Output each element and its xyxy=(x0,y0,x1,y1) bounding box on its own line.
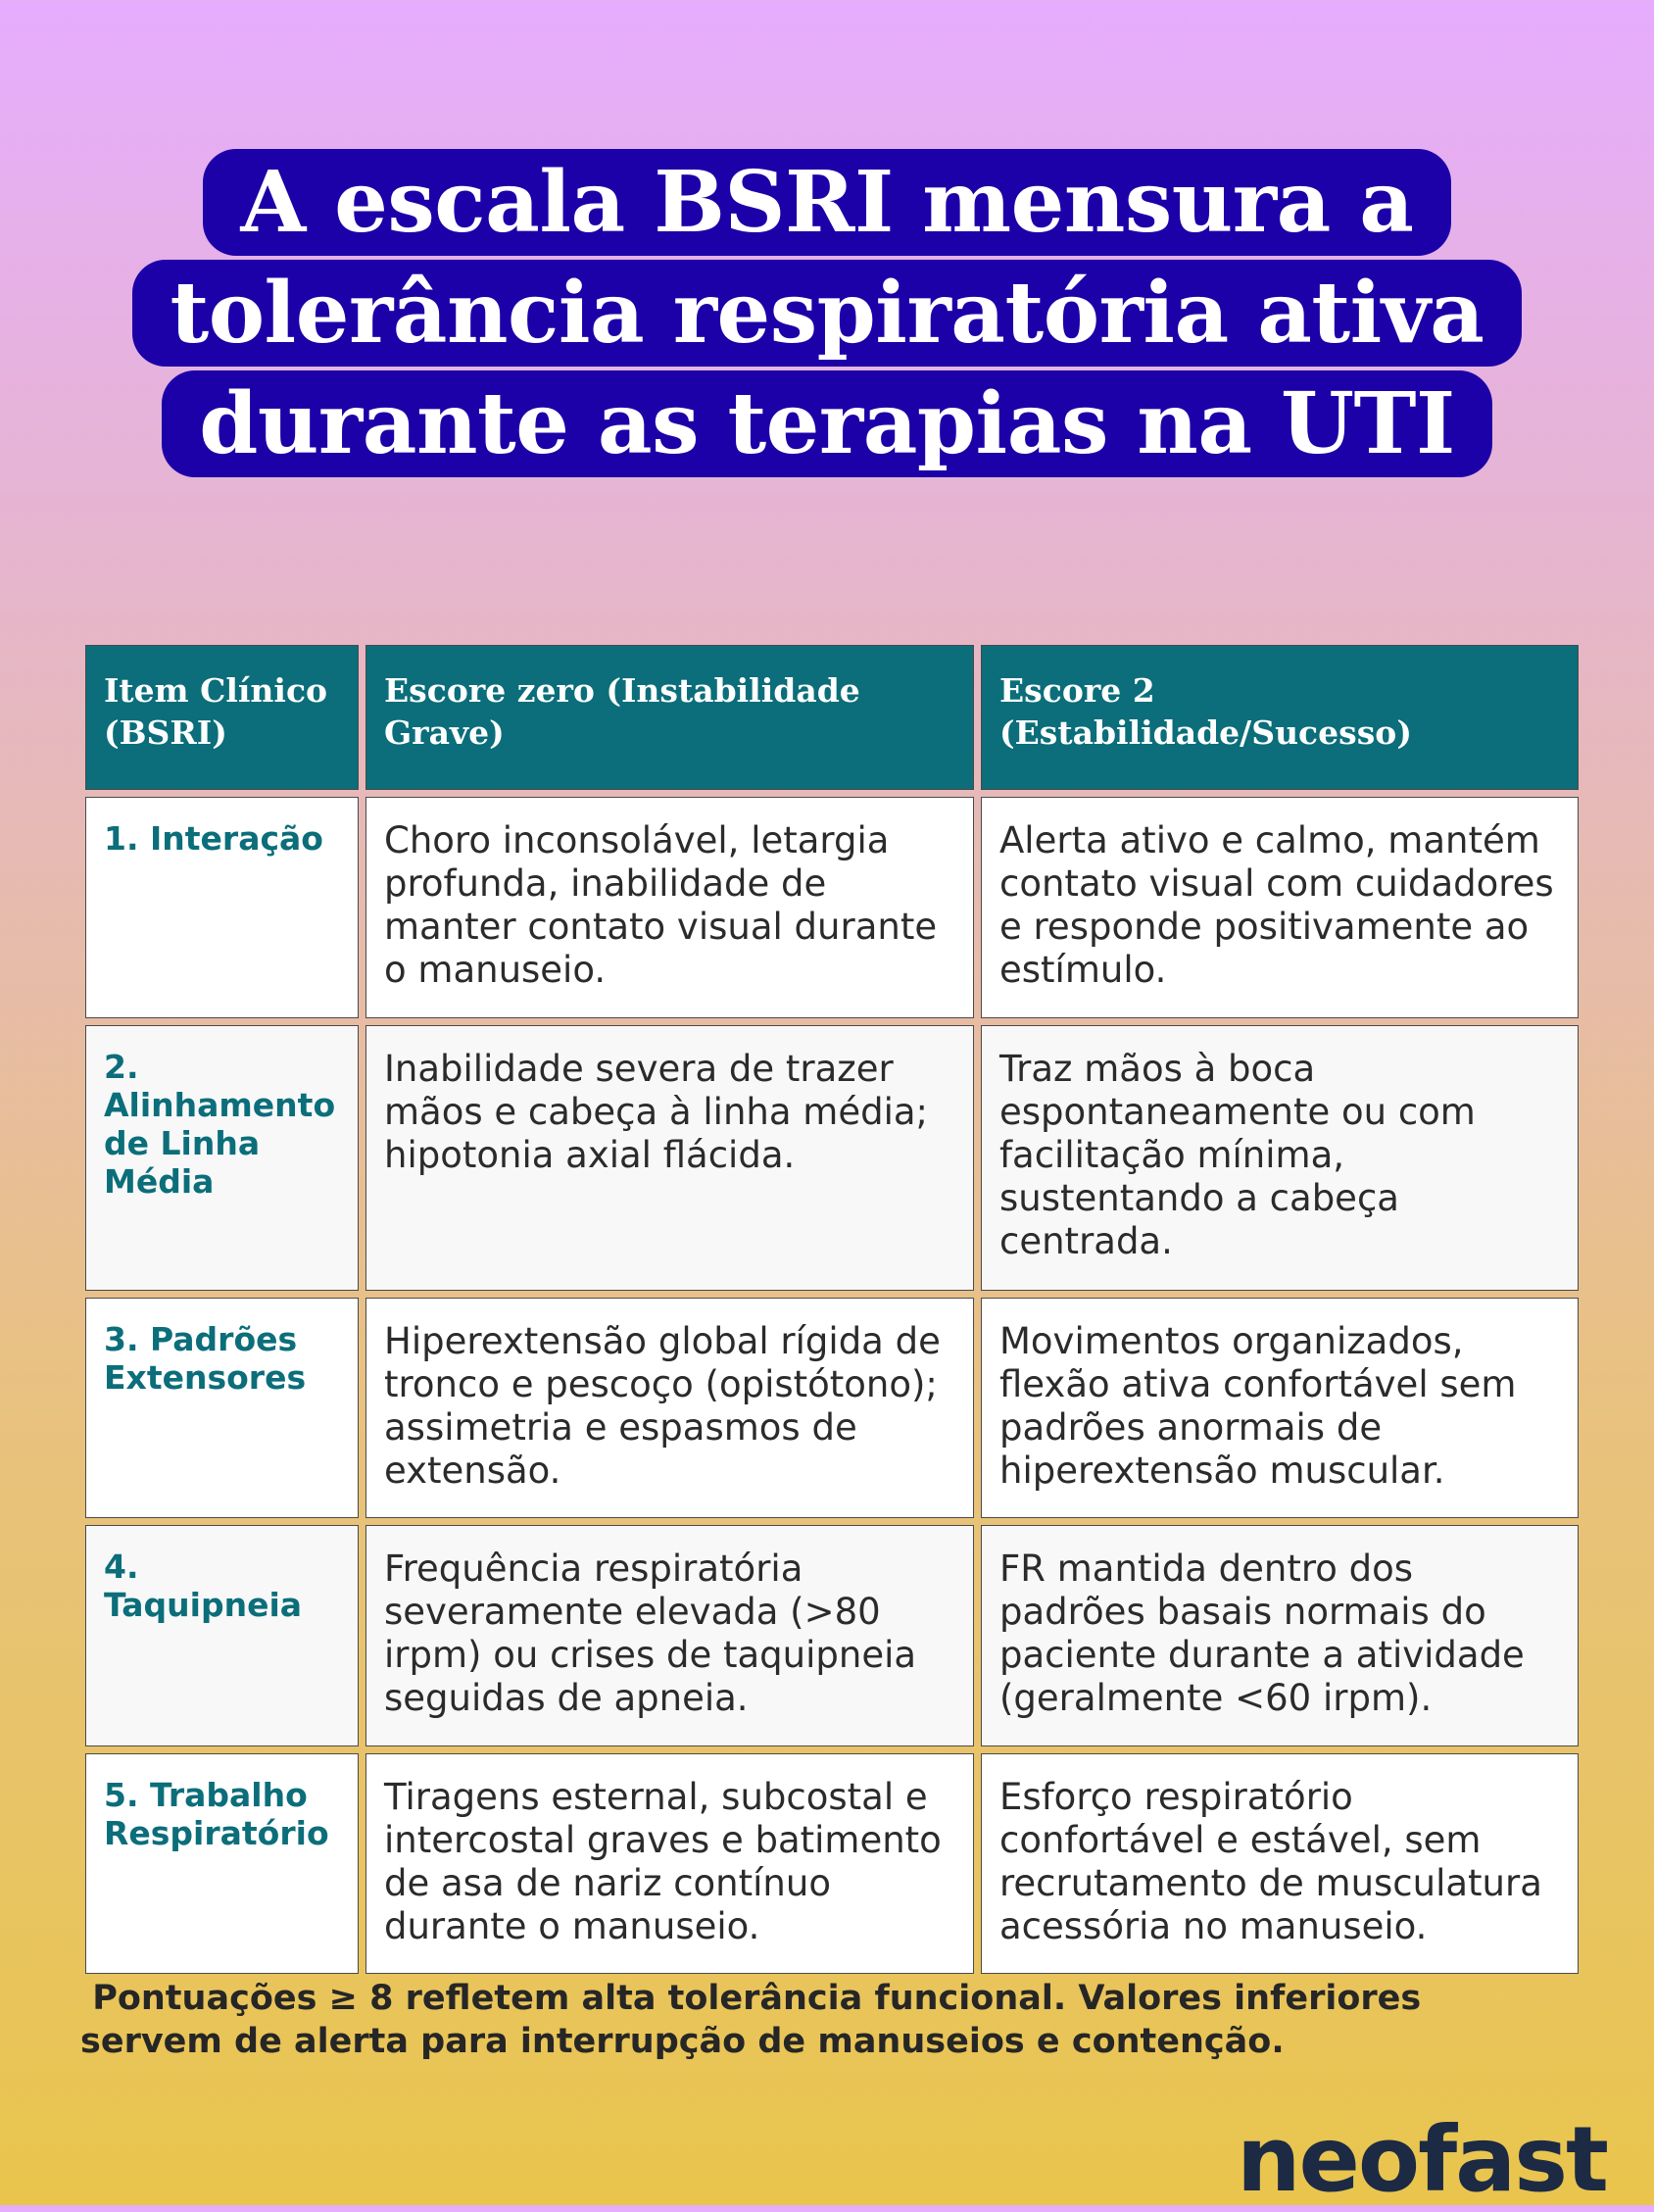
table-row xyxy=(85,1298,1579,1518)
row-score-zero: Tiragens esternal, subcostal e intercostal graves e batimento de asa de nariz contínuo durante o manuseio. xyxy=(365,1753,974,1974)
row-item: 4. Taquipneia xyxy=(85,1525,359,1746)
header-item: Item Clínico (BSRI) xyxy=(85,645,359,790)
table-row xyxy=(85,797,1579,1018)
table-row xyxy=(85,1753,1579,1974)
row-score-two: Alerta ativo e calmo, mantém contato visual com cuidadores e responde positivamente ao estímulo. xyxy=(981,797,1579,1018)
row-score-two: Esforço respiratório confortável e estável, sem recrutamento de musculatura acessória no manuseio. xyxy=(981,1753,1579,1974)
title-banner xyxy=(0,147,1654,479)
row-score-two: Movimentos organizados, flexão ativa confortável sem padrões anormais de hiperextensão muscular. xyxy=(981,1298,1579,1518)
table-header-row xyxy=(85,645,1579,790)
header-score-two: Escore 2 (Estabilidade/Sucesso) xyxy=(981,645,1579,790)
row-item: 5. Trabalho Respiratório xyxy=(85,1753,359,1974)
header-score-zero: Escore zero (Instabilidade Grave) xyxy=(365,645,974,790)
row-score-zero: Frequência respiratória severamente elevada (>80 irpm) ou crises de taquipneia seguidas de apneia. xyxy=(365,1525,974,1746)
row-item: 3. Padrões Extensores xyxy=(85,1298,359,1518)
footnote: Pontuações ≥ 8 refletem alta tolerância funcional. Valores inferiores servem de alerta para interrupção de manuseios e contenção. xyxy=(80,1979,1434,2061)
row-score-zero: Choro inconsolável, letargia profunda, inabilidade de manter contato visual durante o manuseio. xyxy=(365,797,974,1018)
neofast-logo: neofast xyxy=(1237,2107,1607,2212)
row-item: 1. Interação xyxy=(85,797,359,1018)
row-score-two: FR mantida dentro dos padrões basais normais do paciente durante a atividade (geralmente <60 irpm). xyxy=(981,1525,1579,1746)
row-score-zero: Hiperextensão global rígida de tronco e pescoço (opistótono); assimetria e espasmos de extensão. xyxy=(365,1298,974,1518)
row-item: 2. Alinhamento de Linha Média xyxy=(85,1025,359,1291)
bsri-table xyxy=(78,638,1585,1981)
row-score-two: Traz mãos à boca espontaneamente ou com facilitação mínima, sustentando a cabeça centrada. xyxy=(981,1025,1579,1291)
row-score-zero: Inabilidade severa de trazer mãos e cabeça à linha média; hipotonia axial flácida. xyxy=(365,1025,974,1291)
table-row xyxy=(85,1525,1579,1746)
page-title: A escala BSRI mensura a tolerância respiratória ativa durante as terapias na UTI xyxy=(132,149,1521,477)
table-row xyxy=(85,1025,1579,1291)
